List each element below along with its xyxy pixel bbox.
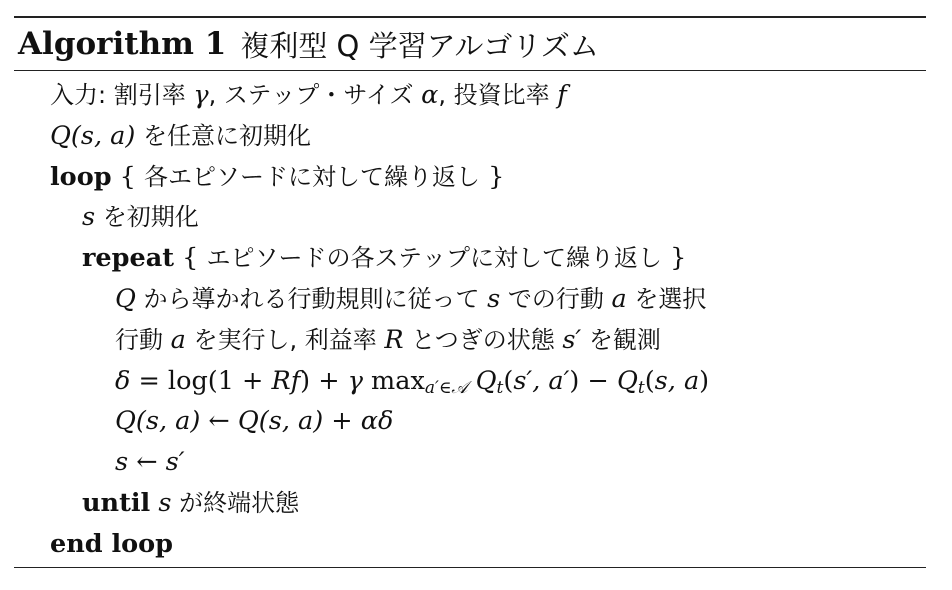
math-symbol: t — [496, 377, 504, 398]
operator-text: { — [174, 243, 207, 274]
algorithm-line — [14, 279, 926, 320]
algorithm-title: 複利型 Q 学習アルゴリズム — [240, 28, 599, 63]
japanese-text: での行動 — [500, 284, 612, 313]
math-symbol: γ — [193, 80, 209, 110]
math-symbol: a′∈𝒜 — [424, 377, 468, 398]
math-symbol: s′, a′ — [513, 365, 570, 396]
math-symbol: Rf — [271, 365, 301, 396]
algorithm-block — [14, 16, 926, 565]
math-symbol: s — [82, 202, 96, 233]
bottom-rule — [14, 567, 926, 568]
math-symbol: Q — [616, 365, 638, 396]
japanese-text: を任意に初期化 — [135, 121, 311, 150]
math-symbol: Q(s, a) — [115, 406, 201, 437]
japanese-text: 入力: 割引率 — [50, 81, 194, 109]
math-symbol: f — [557, 80, 567, 110]
japanese-text: を実行し, 利益率 — [185, 325, 385, 354]
operator-text: { — [111, 161, 144, 192]
japanese-text: , 投資比率 — [438, 81, 558, 109]
japanese-text: を観測 — [581, 325, 661, 354]
operator-text: ( — [644, 365, 655, 396]
operator-text: } — [661, 243, 687, 274]
math-symbol: s — [487, 283, 501, 314]
operator-text: max — [362, 365, 425, 396]
operator-text: } — [479, 161, 505, 192]
algorithm-line — [14, 320, 926, 361]
keyword: end loop — [50, 528, 174, 559]
math-symbol: Q(s, a) — [50, 120, 136, 151]
algorithm-body — [14, 71, 926, 565]
math-symbol: s — [158, 487, 172, 518]
algorithm-label: Algorithm 1 — [18, 26, 227, 62]
japanese-text: とつぎの状態 — [403, 325, 563, 354]
algorithm-line — [14, 442, 926, 483]
algorithm-line — [14, 401, 926, 442]
algorithm-caption — [14, 18, 926, 70]
japanese-text: 行動 — [115, 325, 171, 354]
algorithm-line — [14, 197, 926, 238]
operator-text: ) − — [569, 365, 617, 396]
math-symbol: a — [170, 324, 186, 355]
algorithm-line — [14, 238, 926, 279]
math-symbol: Q — [115, 283, 136, 314]
operator-text — [468, 366, 476, 396]
math-symbol: a — [611, 283, 627, 314]
operator-text: ← — [200, 406, 238, 437]
algorithm-line — [14, 116, 926, 157]
math-symbol: Q(s, a) — [237, 406, 324, 437]
operator-text: ← — [128, 447, 166, 478]
algorithm-line — [14, 75, 926, 116]
math-symbol: t — [637, 377, 645, 398]
algorithm-line — [14, 483, 926, 524]
japanese-text: が終端状態 — [171, 488, 300, 517]
operator-text: ) + — [300, 365, 348, 396]
math-symbol: s′ — [165, 447, 185, 478]
math-symbol: Q — [475, 365, 497, 396]
algorithm-line — [14, 524, 926, 565]
japanese-text: を選択 — [626, 284, 707, 313]
algorithm-line — [14, 361, 926, 402]
japanese-text: 各エピソードに対して繰り返し — [143, 162, 480, 191]
japanese-text: , ステップ・サイズ — [208, 81, 422, 109]
keyword: until — [82, 487, 151, 518]
operator-text: + — [323, 406, 361, 437]
japanese-text: エピソードの各ステップに対して繰り返し — [206, 244, 662, 273]
keyword: loop — [50, 161, 112, 192]
math-symbol: R — [384, 324, 404, 355]
math-symbol: s′ — [562, 324, 582, 355]
operator-text: ( — [503, 365, 514, 396]
keyword: repeat — [82, 243, 175, 274]
japanese-text: を初期化 — [95, 203, 199, 232]
japanese-text: から導かれる行動規則に従って — [135, 284, 488, 313]
math-symbol: αδ — [360, 406, 394, 437]
operator-text: ) — [699, 365, 710, 396]
math-symbol: s, a — [654, 365, 700, 396]
algorithm-line — [14, 157, 926, 198]
math-symbol: γ — [347, 365, 363, 396]
math-symbol: s — [115, 447, 129, 478]
math-symbol: δ — [115, 365, 131, 396]
operator-text: = log(1 + — [130, 365, 272, 396]
math-symbol: α — [421, 80, 439, 110]
